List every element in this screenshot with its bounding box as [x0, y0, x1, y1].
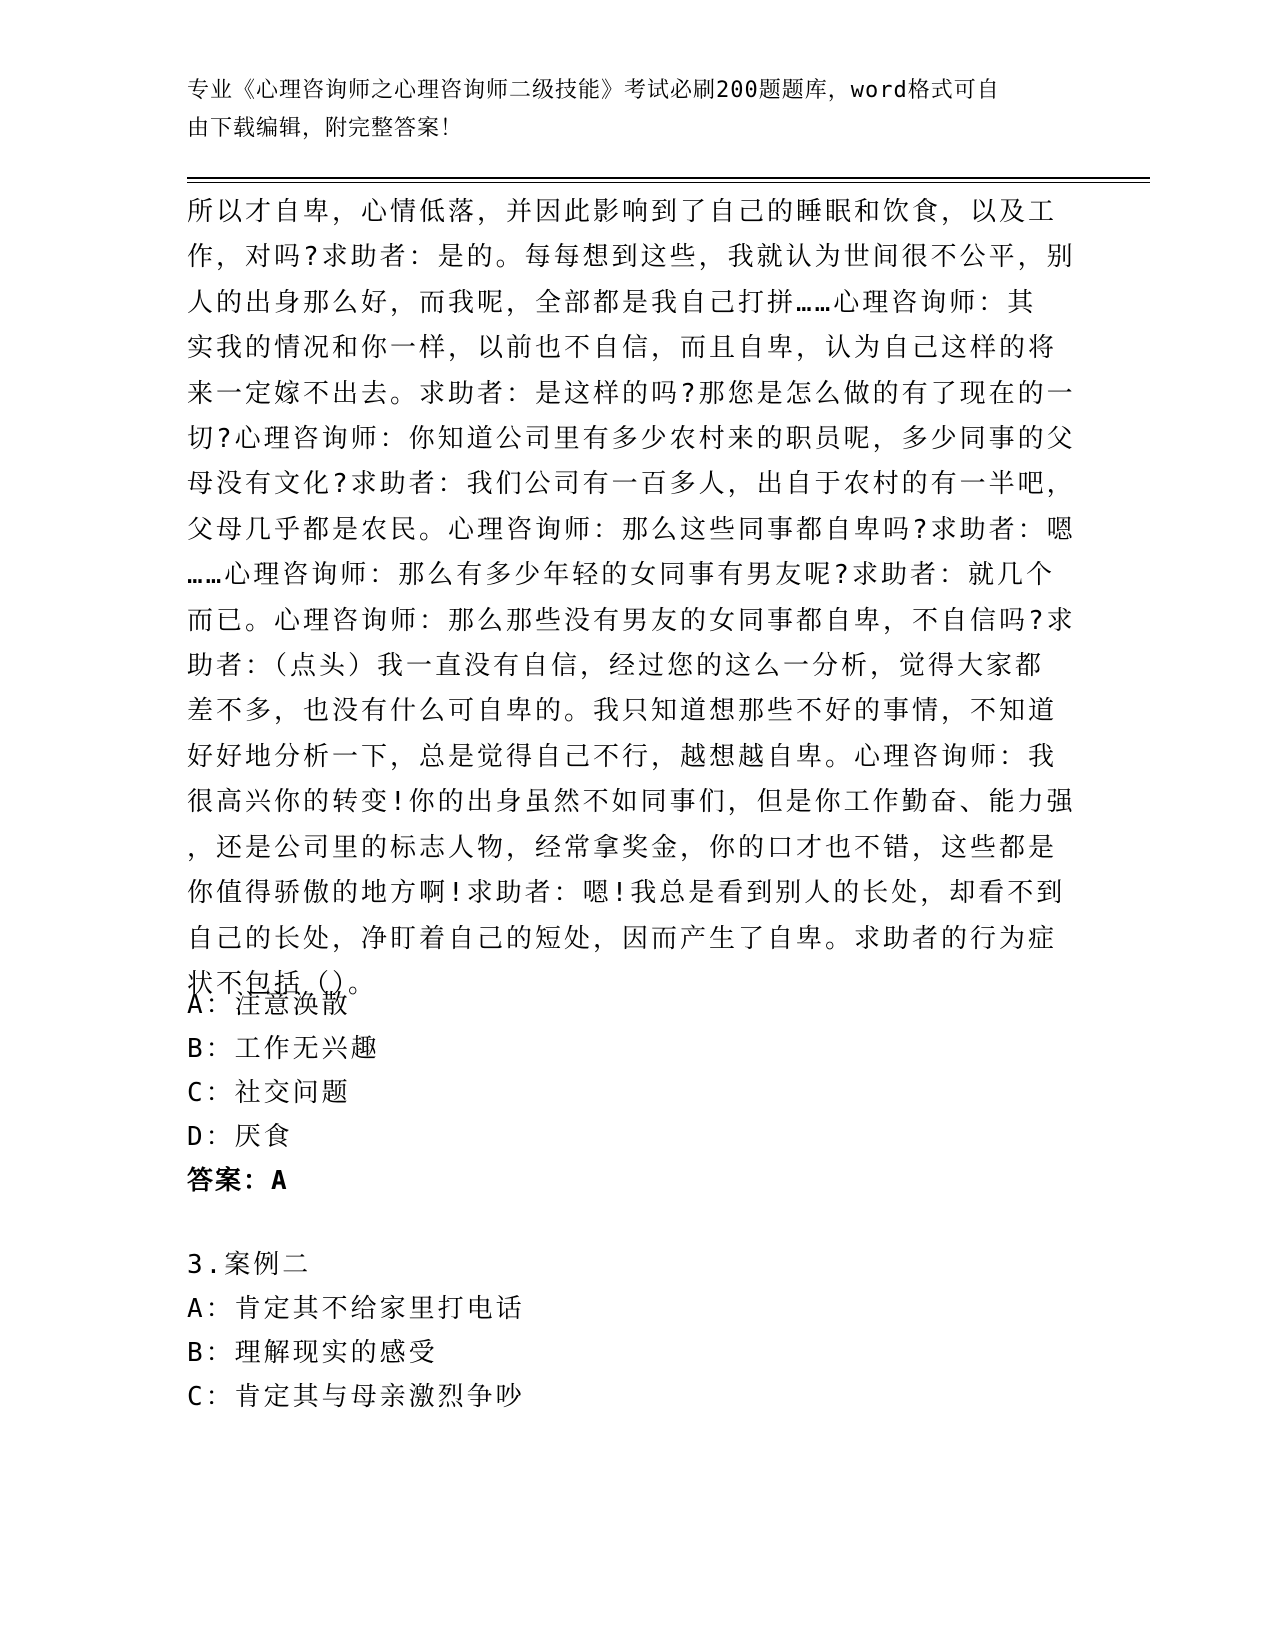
- passage-line: ……心理咨询师：那么有多少年轻的女同事有男友呢?求助者：就几个: [187, 560, 1055, 591]
- passage-line: 来一定嫁不出去。求助者：是这样的吗?那您是怎么做的有了现在的一: [187, 378, 1076, 409]
- passage-line: 差不多，也没有什么可自卑的。我只知道想那些不好的事情，不知道: [187, 696, 1058, 727]
- answer-line: 答案：A: [187, 1166, 289, 1196]
- passage-line: 作，对吗?求助者：是的。每每想到这些，我就认为世间很不公平，别: [187, 242, 1076, 273]
- option-b: B：工作无兴趣: [187, 1034, 380, 1064]
- header-title-line2: 由下载编辑，附完整答案！: [187, 116, 464, 141]
- passage-line: 人的出身那么好，而我呢，全部都是我自己打拼……心理咨询师：其: [187, 287, 1037, 318]
- passage-line: 助者：（点头）我一直没有自信，经过您的这么一分析，觉得大家都: [187, 651, 1045, 682]
- option-c: C：肯定其与母亲激烈争吵: [187, 1382, 525, 1412]
- passage-line: 切?心理咨询师：你知道公司里有多少农村来的职员呢，多少同事的父: [187, 424, 1076, 455]
- question-passage: [187, 190, 1087, 1007]
- option-d: D：厌食: [187, 1122, 293, 1152]
- passage-line: ，还是公司里的标志人物，经常拿奖金，你的口才也不错，这些都是: [187, 832, 1058, 863]
- document-header: [187, 72, 1067, 148]
- passage-line: 母没有文化?求助者：我们公司有一百多人，出自于农村的有一半吧，: [187, 469, 1076, 500]
- passage-line: 所以才自卑，心情低落，并因此影响到了自己的睡眠和饮食，以及工: [187, 197, 1058, 227]
- passage-line: 状不包括（）。: [187, 968, 378, 999]
- option-a: A：注意涣散: [187, 990, 351, 1020]
- option-b: B：理解现实的感受: [187, 1338, 438, 1368]
- passage-line: 好好地分析一下，总是觉得自己不行，越想越自卑。心理咨询师：我: [187, 741, 1058, 772]
- passage-line: 父母几乎都是农民。心理咨询师：那么这些同事都自卑吗?求助者：嗯: [187, 514, 1076, 545]
- header-divider-thick: [187, 177, 1150, 179]
- header-title-line1: 专业《心理咨询师之心理咨询师二级技能》考试必刷200题题库，word格式可自: [187, 78, 1000, 103]
- passage-line: 很高兴你的转变!你的出身虽然不如同事们，但是你工作勤奋、能力强: [187, 787, 1076, 818]
- header-divider-thin: [187, 182, 1150, 183]
- option-c: C：社交问题: [187, 1078, 351, 1108]
- passage-line: 而已。心理咨询师：那么那些没有男友的女同事都自卑，不自信吗?求: [187, 605, 1076, 636]
- question-title: 3.案例二: [187, 1250, 312, 1280]
- option-a: A：肯定其不给家里打电话: [187, 1294, 525, 1324]
- passage-line: 自己的长处，净盯着自己的短处，因而产生了自卑。求助者的行为症: [187, 923, 1058, 954]
- passage-line: 实我的情况和你一样，以前也不自信，而且自卑，认为自己这样的将: [187, 333, 1058, 364]
- passage-line: 你值得骄傲的地方啊!求助者：嗯!我总是看到别人的长处，却看不到: [187, 878, 1066, 909]
